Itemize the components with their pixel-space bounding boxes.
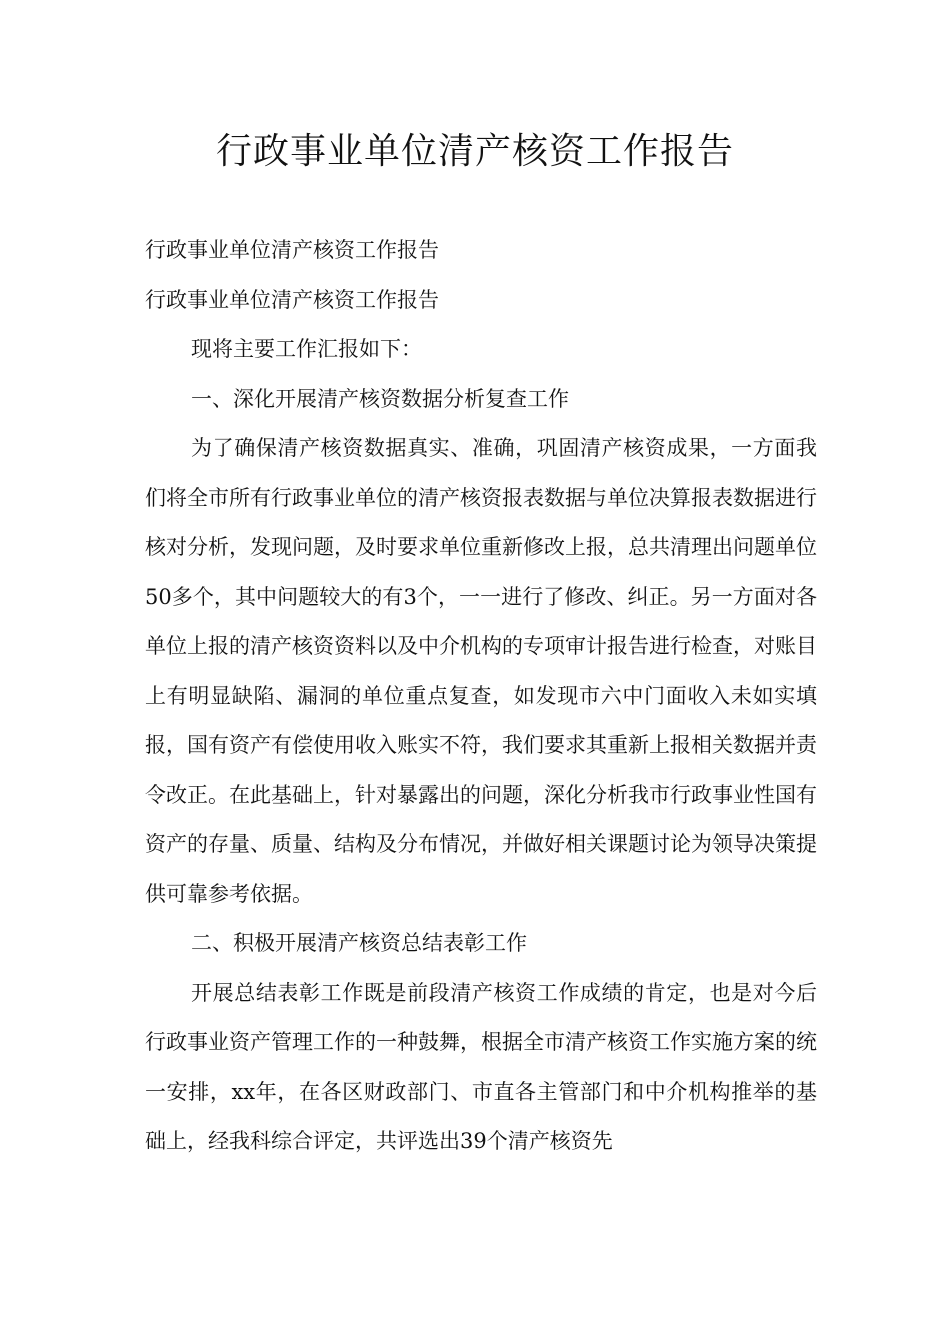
document-title: 行政事业单位清产核资工作报告 <box>215 131 734 172</box>
section-heading-2: 二、积极开展清产核资总结表彰工作 <box>191 931 527 955</box>
paragraph-section-1-body: 为了确保清产核资数据真实、准确，巩固清产核资成果，一方面我们将全市所有行政事业单位的清产核资报表数据与单位决算报表数据进行核对分析，发现问题，及时要求单位重新修改上报，总共清理出问题单位50多个，其中问题较大的有3个，一一进行了修改、纠正。另一方面对各单位上报的清产核资资料以及中介机构的专项审计报告进行检查，对账目上有明显缺陷、漏洞的单位重点复查，如发现市六中门面收入未如实填报，国有资产有偿使用收入账实不符，我们要求其重新上报相关数据并责令改正。在此基础上，针对暴露出的问题，深化分析我市行政事业性国有资产的存量、质量、结构及分布情况，并做好相关课题讨论为领导决策提供可靠参考依据。 <box>145 436 817 906</box>
paragraph-subtitle-1: 行政事业单位清产核资工作报告 <box>145 238 439 262</box>
paragraph-intro: 现将主要工作汇报如下： <box>191 337 422 361</box>
paragraph-section-2-body: 开展总结表彰工作既是前段清产核资工作成绩的肯定，也是对今后行政事业资产管理工作的一种鼓舞，根据全市清产核资工作实施方案的统一安排，xx年，在各区财政部门、市直各主管部门和中介机构推举的基础上，经我科综合评定，共评选出39个清产核资先 <box>145 980 817 1153</box>
document-body <box>145 226 817 1167</box>
section-heading-1: 一、深化开展清产核资数据分析复查工作 <box>191 386 569 411</box>
paragraph-subtitle-2: 行政事业单位清产核资工作报告 <box>145 287 439 312</box>
